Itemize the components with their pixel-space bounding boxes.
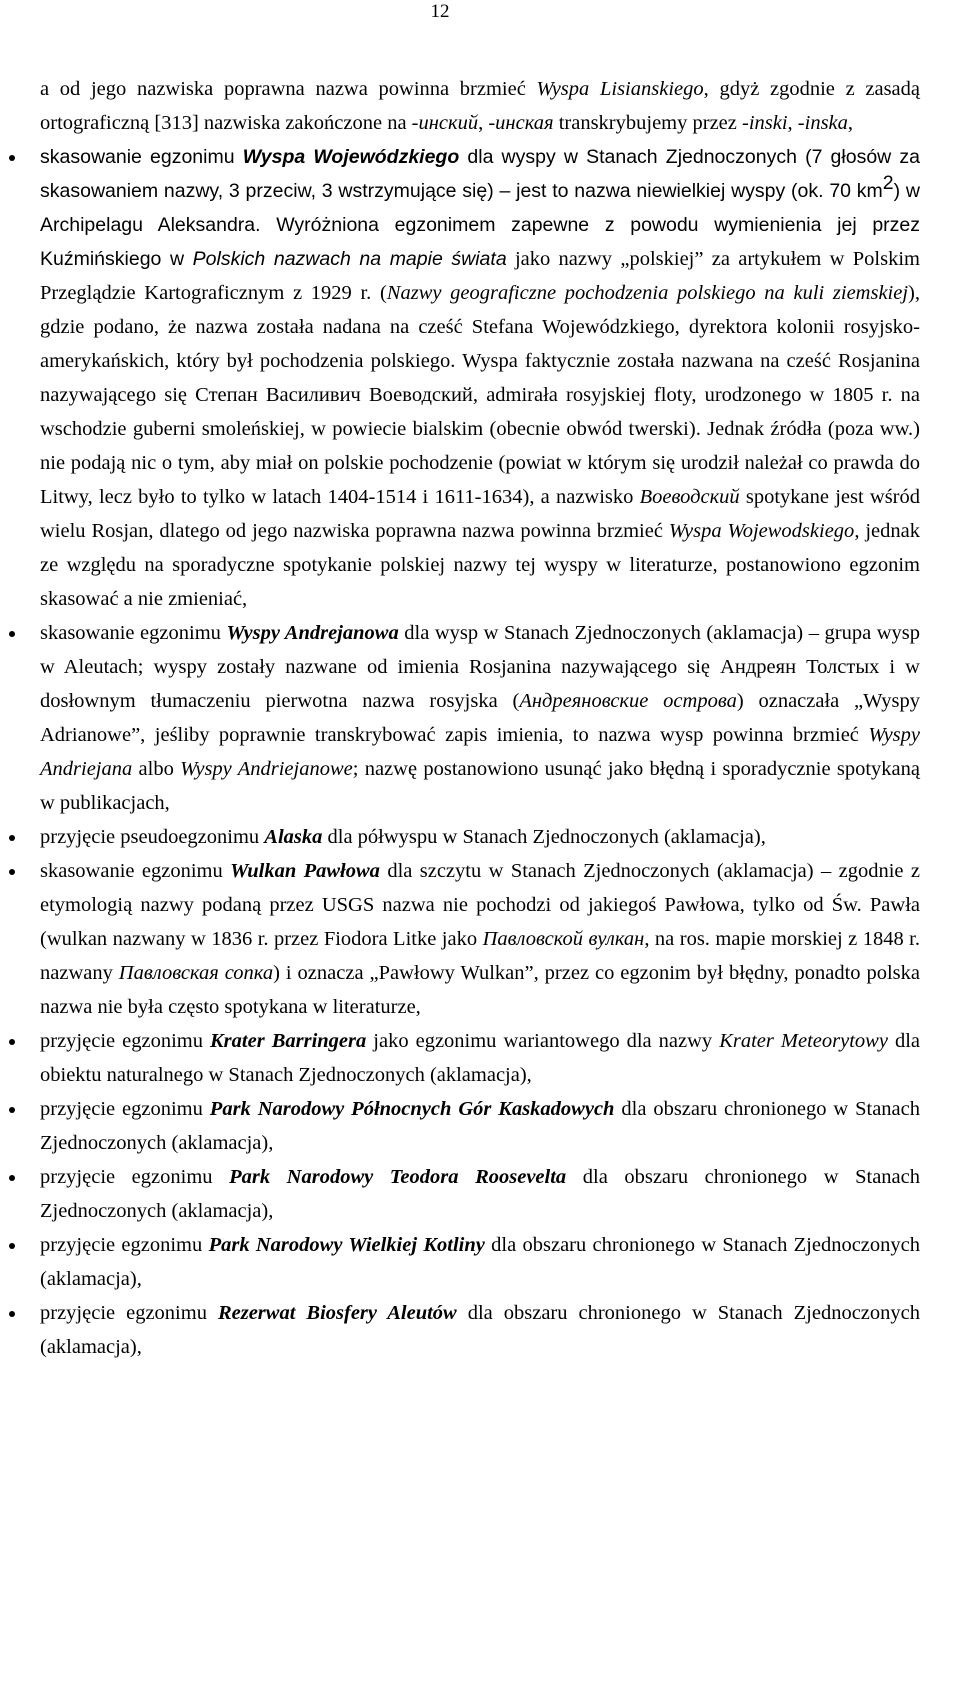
egzonim-term: Wyspa Wojewódzkiego <box>242 146 460 168</box>
egzonim-term: Wulkan Pawłowa <box>230 860 380 882</box>
egzonim-term: Krater Barringera <box>210 1030 367 1052</box>
egzonim-term: Park Narodowy Teodora Roosevelta <box>229 1166 567 1188</box>
list-item-aleutow: przyjęcie egzonimu Rezerwat Biosfery Aleutów dla obszaru chronionego w Stanach Zjednoczonych (aklamacja), <box>40 1296 920 1364</box>
egzonim-term: Alaska <box>264 826 323 848</box>
list-item-kotliny: przyjęcie egzonimu Park Narodowy Wielkiej Kotliny dla obszaru chronionego w Stanach Zjednoczonych (aklamacja), <box>40 1228 920 1296</box>
egzonim-term: Wyspy Andrejanowa <box>226 622 399 644</box>
list-item-andrejanowa: skasowanie egzonimu Wyspy Andrejanowa dla wysp w Stanach Zjednoczonych (aklamacja) – grupa wysp w Aleutach; wyspy zostały nazwane od imienia Rosjanina nazywającego się Андреян Толстых i w dosłownym tłumaczeniu pierwotna nazwa rosyjska (Андреяновские острова) oznaczała „Wyspy Adrianowe”, jeśliby poprawnie transkrybować zapis imienia, to nazwa wysp powinna brzmieć Wyspy Andriejana albo Wyspy Andriejanowe; nazwę postanowiono usunąć jako błędną i sporadycznie spotykaną w publikacjach, <box>40 616 920 820</box>
egzonim-term: Park Narodowy Północnych Gór Kaskadowych <box>209 1098 615 1120</box>
egzonim-term: Park Narodowy Wielkiej Kotliny <box>208 1234 485 1256</box>
egzonim-term: Wyspa Lisianskiego <box>536 78 704 100</box>
intro-paragraph: a od jego nazwiska poprawna nazwa powinna brzmieć Wyspa Lisianskiego, gdyż zgodnie z zasadą ortograficzną [313] nazwiska zakończone na -инский, -инская transkrybujemy przez -inski, -inska, <box>40 78 920 134</box>
decision-list <box>40 140 920 1364</box>
list-item-roosevelta: przyjęcie egzonimu Park Narodowy Teodora Roosevelta dla obszaru chronionego w Stanach Zjednoczonych (aklamacja), <box>40 1160 920 1228</box>
page-content <box>40 72 920 1364</box>
list-item-wojewodzkiego: skasowanie egzonimu Wyspa Wojewódzkiego dla wyspy w Stanach Zjednoczonych (7 głosów za skasowaniem nazwy, 3 przeciw, 3 wstrzymujące się) – jest to nazwa niewielkiej wyspy (ok. 70 $km^2$) w Archipelagu Aleksandra. Wyróżniona egzonimem zapewne z powodu wymienienia jej przez Kuźmińskiego w Polskich nazwach na mapie świata jako nazwy „polskiej” za artykułem w Polskim Przeglądzie Kartograficznym z 1929 r. (Nazwy geograficzne pochodzenia polskiego na kuli ziemskiej), gdzie podano, że nazwa została nadana na cześć Stefana Wojewódzkiego, dyrektora kolonii rosyjsko-amerykańskich, który był pochodzenia polskiego. Wyspa faktycznie została nazwana na cześć Rosjanina nazywającego się Степан Василивич Воеводский, admirała rosyjskiej floty, urodzonego w 1805 r. na wschodzie guberni smoleńskiej, w powiecie bialskim (obecnie obwód twerski). Jednak źródła (poza ww.) nie podają nic o tym, aby miał on polskie pochodzenie (powiat w którym się urodził należał co prawda do Litwy, lecz było to tylko w latach 1404-1514 i 1611-1634), a nazwisko Воеводский spotykane jest wśród wielu Rosjan, dlatego od jego nazwiska poprawna nazwa powinna brzmieć Wyspa Wojewodskiego, jednak ze względu na sporadyczne spotykanie polskiej nazwy tej wyspy w literaturze, postanowiono egzonim skasować a nie zmieniać, <box>40 140 920 616</box>
list-item-kaskadowych: przyjęcie egzonimu Park Narodowy Północnych Gór Kaskadowych dla obszaru chronionego w Stanach Zjednoczonych (aklamacja), <box>40 1092 920 1160</box>
list-item-alaska: przyjęcie pseudoegzonimu Alaska dla półwyspu w Stanach Zjednoczonych (aklamacja), <box>40 820 920 854</box>
list-item-barringera: przyjęcie egzonimu Krater Barringera jako egzonimu wariantowego dla nazwy Krater Meteorytowy dla obiektu naturalnego w Stanach Zjednoczonych (aklamacja), <box>40 1024 920 1092</box>
egzonim-term: Rezerwat Biosfery Aleutów <box>217 1302 457 1324</box>
page-number: 12 <box>430 1 450 22</box>
list-item-pawlowa: skasowanie egzonimu Wulkan Pawłowa dla szczytu w Stanach Zjednoczonych (aklamacja) – zgodnie z etymologią nazwy podaną przez USGS nazwa nie pochodzi od jakiegoś Pawłowa, tylko od Św. Pawła (wulkan nazwany w 1836 r. przez Fiodora Litke jako Павловской вулкан, na ros. mapie morskiej z 1848 r. nazwany Павловская сопка) i oznacza „Pawłowy Wulkan”, przez co egzonim był błędny, ponadto polska nazwa nie była często spotykana w literaturze, <box>40 854 920 1024</box>
